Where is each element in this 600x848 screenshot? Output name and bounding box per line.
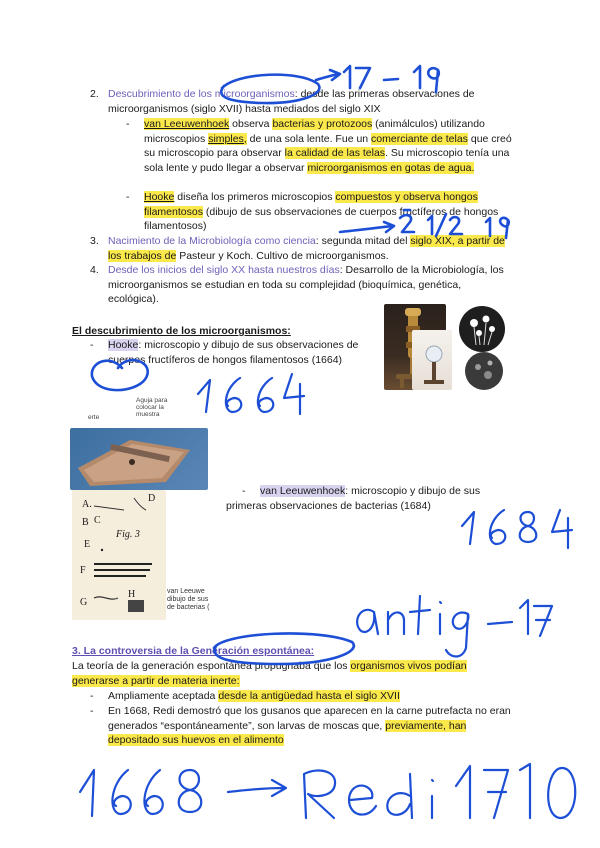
bullet-dash: - (242, 485, 246, 497)
bullet-dash: - (90, 339, 94, 351)
partial-caption: erte (88, 414, 100, 421)
fig-side-caption: van Leeuwe dibujo de sus de bacterias ( (167, 588, 210, 611)
bullet-dash: - (126, 191, 130, 203)
section-3-number: 3. (90, 235, 99, 247)
ink-dash-top (384, 79, 398, 80)
section-4-number: 4. (90, 264, 99, 276)
fungi-illustration (452, 305, 512, 391)
ink-1710-1b (520, 764, 530, 818)
ink-1664-1 (198, 380, 210, 412)
spontaneous-b1-highlight: desde la antigüedad hasta el siglo XVII (218, 690, 400, 702)
ink-antig-g (446, 613, 468, 657)
bullet-dash: - (90, 705, 94, 717)
leeuwenhoek-text-1: observa (229, 118, 273, 130)
leeuwenhoek-highlight-3: comerciante de telas (371, 132, 468, 145)
leeuwenhoek-text-2: (animálculos) utilizando microscopios (144, 118, 485, 145)
discovery-hooke-text: : microscopio y dibujo de sus observaciones de cuerpos fructíferos de hongos filamentosos (1664) (108, 339, 359, 366)
ink-redi-e (349, 786, 376, 815)
ink-1664-4 (284, 374, 304, 414)
ink-antig-a (357, 610, 378, 634)
ink-antig-1 (520, 600, 528, 634)
ink-antig-dash (488, 622, 512, 624)
ink-arrow-top (316, 70, 340, 80)
section-3-highlight: siglo XIX, a partir de los trabajos de (108, 235, 505, 262)
ink-1710-1 (456, 766, 470, 818)
ink-1684-8 (520, 512, 537, 542)
bullet-dash: - (90, 690, 94, 702)
spontaneous-b2-text: En 1668, Redi demostró que los gusanos que aparecen en la carne putrefacta no eran generados “espontáneamente”, son larvas de moscas que, (108, 705, 511, 732)
spontaneous-intro-highlight: organismos vivos podían generarse a partir de materia inerte: (72, 660, 467, 687)
leeuwenhoek-highlight-4: la calidad de las telas (284, 147, 386, 159)
ink-redi-r (304, 770, 335, 818)
spontaneous-heading: 3. La controversia de la Generación espontánea: (72, 645, 315, 657)
leeuwenhoek-text-5: . Su microscopio tenía una sola lente y pudo llegar a observar (144, 147, 510, 174)
section-2-text: : desde las primeras observaciones de microorganismos (siglo XVII) hasta mediados del siglo XIX (108, 88, 475, 115)
ink-antig-7 (534, 606, 552, 636)
lamp-illustration (412, 330, 452, 390)
spontaneous-bullet-2 (92, 704, 512, 748)
fig-label-f: F (80, 565, 86, 576)
ink-1684-4 (552, 510, 572, 548)
discovery-hooke-name: Hooke (108, 339, 139, 351)
ink-1710-7 (484, 770, 508, 818)
section-2-number: 2. (90, 88, 99, 100)
section-4-text: : Desarrollo de la Microbiología, los microorganismos se estudian en toda su complejidad (bioquímica, genética, ecológica). (108, 264, 504, 305)
fig-label-a: A. (82, 499, 92, 510)
discovery-leeuwenhoek-bullet (226, 484, 516, 513)
hooke-bullet (128, 190, 513, 234)
section-3 (92, 234, 512, 263)
needle-caption: Aguja para colocar la muestra (136, 397, 168, 418)
bacteria-shapes (72, 490, 166, 620)
ink-1664-6a (226, 378, 241, 412)
ink-1684-1 (462, 512, 474, 544)
section-2-title: Descubrimiento de los microorganismos (108, 88, 295, 100)
spontaneous-bullet-1 (92, 689, 512, 704)
fungi-drawing-image (452, 305, 512, 391)
ink-17 (344, 66, 370, 88)
ink-redi-d (387, 774, 412, 818)
discovery-hooke-bullet (92, 338, 382, 367)
leeuwenhoek-highlight-5: microorganismos en gotas de agua. (307, 161, 475, 174)
ink-1668-8 (179, 770, 202, 812)
bacteria-drawing-image (72, 490, 166, 620)
leeuwenhoek-highlight-1: bacterias y protozoos (272, 118, 373, 130)
ink-antig-n (388, 612, 404, 634)
spontaneous-intro-text: La teoría de la generación espontánea propugnaba que los (72, 660, 351, 672)
section-3-title: Nacimiento de la Microbiología como ciencia (108, 235, 316, 247)
fig-label-h: H (128, 589, 136, 600)
ink-1668-6b (144, 770, 162, 814)
section-3-text-2: Pasteur y Koch. Cultivo de microorganismos. (176, 249, 389, 262)
bullet-dash: - (126, 118, 130, 130)
ink-redi-i (432, 780, 433, 818)
ink-1684-6 (490, 510, 505, 544)
leeuwenhoek-microscope-image (70, 428, 208, 490)
microscope-lamp-image (412, 330, 452, 390)
ink-1710-0 (548, 768, 575, 818)
leeuwenhoek-name: van Leeuwenhoek (144, 118, 230, 130)
spontaneous-b2-highlight: previamente, han depositado sus huevos en el alimento (108, 719, 467, 746)
hooke-text-2: (dibujo de sus observaciones de cuerpos fructíferos de hongos filamentosos) (144, 205, 499, 232)
section-4 (92, 263, 512, 307)
fig-label-d: D (148, 493, 156, 504)
section-3-text-1: : segunda mitad del (315, 235, 411, 247)
fig-label-b: B (82, 517, 89, 528)
fig-label-g: G (80, 597, 88, 608)
section-2 (92, 87, 502, 116)
spontaneous-intro (72, 659, 512, 688)
fig-label-fig3: Fig. 3 (116, 529, 140, 540)
hooke-name: Hooke (144, 191, 175, 203)
discovery-heading: El descubrimiento de los microorganismos: (72, 325, 291, 337)
section-4-title: Desde los inicios del siglo XX hasta nuestros días (108, 264, 340, 276)
discovery-leeuwenhoek-name: van Leeuwenhoek (260, 485, 346, 497)
leeuwenhoek-bullet (128, 117, 513, 175)
fig-label-e: E (84, 539, 91, 550)
ink-antig-t (410, 596, 430, 634)
hooke-text-1: diseña los primeros microscopios (174, 191, 336, 203)
ink-1668-1 (80, 770, 94, 816)
leeuwenhoek-microscope-illustration (70, 428, 208, 490)
leeuwenhoek-text-3: de una sola lente. Fue un (246, 132, 372, 145)
hooke-highlight-1: compuestos y observa hongos filamentosos (144, 191, 478, 218)
leeuwenhoek-text-4: que creó su microscopio para observar (144, 132, 512, 159)
discovery-leeuwenhoek-text: : microscopio y dibujo de sus primeras observaciones de bacterias (1684) (226, 485, 481, 512)
ink-antig-i (440, 602, 441, 634)
leeuwenhoek-highlight-2: simples, (208, 132, 247, 145)
fig-label-c: C (94, 515, 101, 526)
ink-1664-6b (258, 378, 273, 412)
spontaneous-b1-text: Ampliamente aceptada (108, 690, 219, 702)
ink-arrow-redi (228, 780, 286, 796)
ink-1668-6a (112, 770, 130, 814)
